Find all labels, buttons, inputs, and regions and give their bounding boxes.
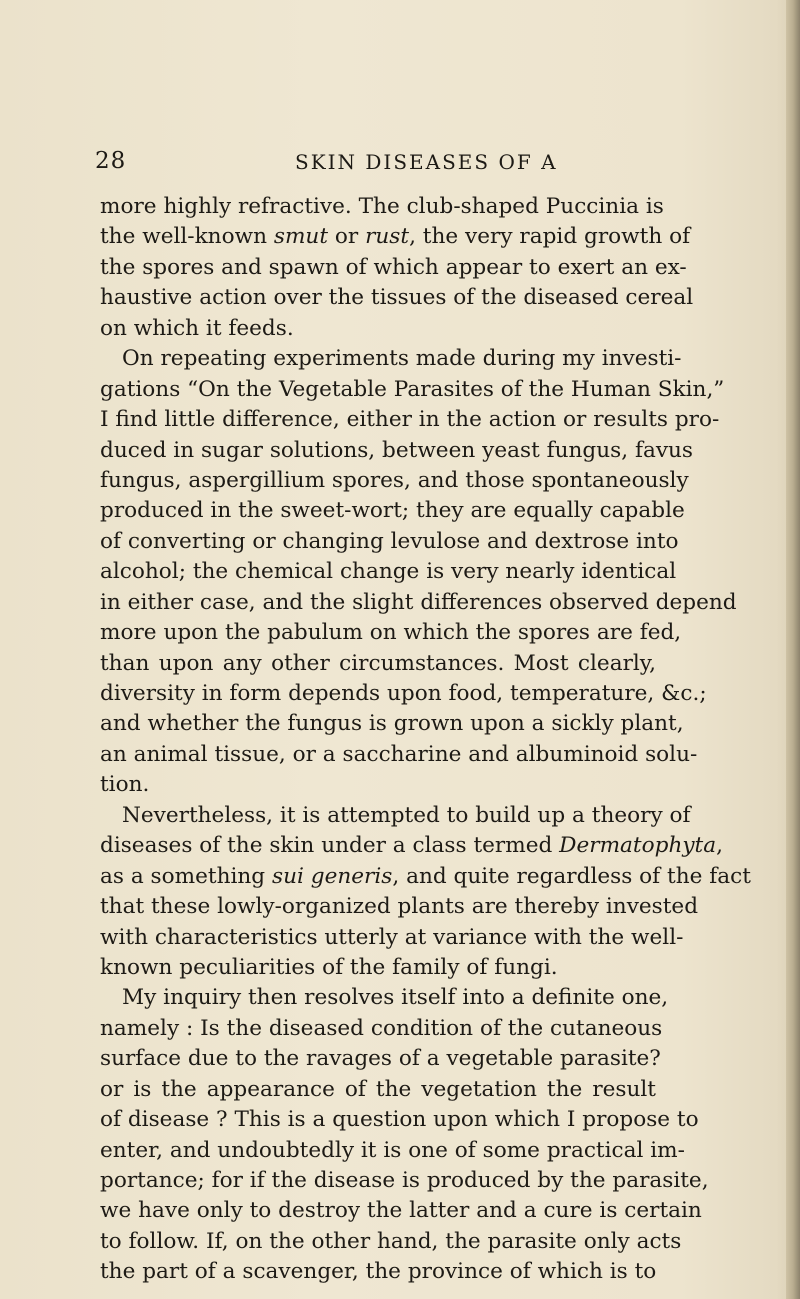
- text-line: we have only to destroy the latter and a cure is certain: [100, 1198, 702, 1224]
- text-line: diseases of the skin under a class termed Dermatophyta,: [100, 833, 723, 859]
- text-line: tion.: [100, 772, 150, 798]
- text-line: namely : Is the diseased condition of the cutaneous: [100, 1015, 663, 1041]
- italic-term: smut: [273, 224, 329, 250]
- text-line: surface due to the ravages of a vegetable parasite?: [100, 1046, 661, 1072]
- text-line: On repeating experiments made during my investi-: [122, 346, 682, 372]
- text-line: the spores and spawn of which appear to exert an ex-: [100, 254, 687, 280]
- text-line: portance; for if the disease is produced by the parasite,: [100, 1168, 709, 1193]
- text-line: Nevertheless, it is attempted to build up a theory of: [122, 802, 691, 828]
- text-line: more upon the pabulum on which the spores are fed,: [100, 620, 682, 646]
- page-number: 28: [95, 148, 127, 174]
- italic-term: Dermatophyta: [559, 833, 717, 859]
- text-line: as a something sui generis, and quite regardless of the fact: [100, 863, 751, 889]
- text-line: and whether the fungus is grown upon a sickly plant,: [100, 711, 684, 737]
- text-line: than upon any other circumstances. Most clearly,: [100, 650, 656, 676]
- running-head: SKIN DISEASES OF A: [295, 150, 558, 174]
- paragraph: [100, 192, 694, 344]
- text-line: that these lowly-organized plants are thereby invested: [100, 894, 699, 920]
- text-line: enter, and undoubtedly it is one of some practical im-: [100, 1137, 685, 1163]
- italic-term: rust: [365, 224, 410, 250]
- text-line: of disease ? This is a question upon which I propose to: [100, 1107, 699, 1133]
- text-line: the part of a scavenger, the province of which is to: [100, 1259, 657, 1285]
- text-line: or is the appearance of the vegetation the result: [100, 1076, 656, 1102]
- text-line: the well-known smut or rust, the very rapid growth of: [100, 224, 691, 250]
- text-line: haustive action over the tissues of the diseased cereal: [100, 285, 694, 311]
- paragraph: [100, 983, 709, 1287]
- text-line: produced in the sweet-wort; they are equally capable: [100, 498, 685, 524]
- page-edge-shadow: [786, 0, 800, 1299]
- text-line: to follow. If, on the other hand, the parasite only acts: [100, 1228, 682, 1254]
- page-header: [95, 148, 655, 178]
- body-text: [100, 192, 751, 1288]
- text-line: an animal tissue, or a saccharine and albuminoid solu-: [100, 741, 698, 767]
- paragraph: [100, 344, 737, 801]
- text-line: in either case, and the slight differences observed depend: [100, 589, 737, 615]
- italic-term: sui generis: [271, 863, 393, 889]
- text-line: My inquiry then resolves itself into a definite one,: [122, 985, 669, 1011]
- text-line: with characteristics utterly at variance with the well-: [100, 924, 684, 950]
- text-line: on which it feeds.: [100, 315, 294, 341]
- text-line: duced in sugar solutions, between yeast fungus, favus: [100, 437, 694, 463]
- text-line: gations “On the Vegetable Parasites of the Human Skin,”: [100, 376, 725, 402]
- text-line: of converting or changing levulose and dextrose into: [100, 528, 679, 554]
- text-line: fungus, aspergillium spores, and those spontaneously: [100, 467, 689, 493]
- text-line: diversity in form depends upon food, temperature, &c.;: [100, 681, 707, 706]
- paragraph: [100, 801, 751, 984]
- text-line: alcohol; the chemical change is very nearly identical: [100, 559, 677, 585]
- text-line: known peculiarities of the family of fungi.: [100, 954, 558, 980]
- text-line: more highly refractive. The club-shaped Puccinia is: [100, 194, 664, 219]
- text-line: I find little difference, either in the action or results pro-: [100, 407, 720, 433]
